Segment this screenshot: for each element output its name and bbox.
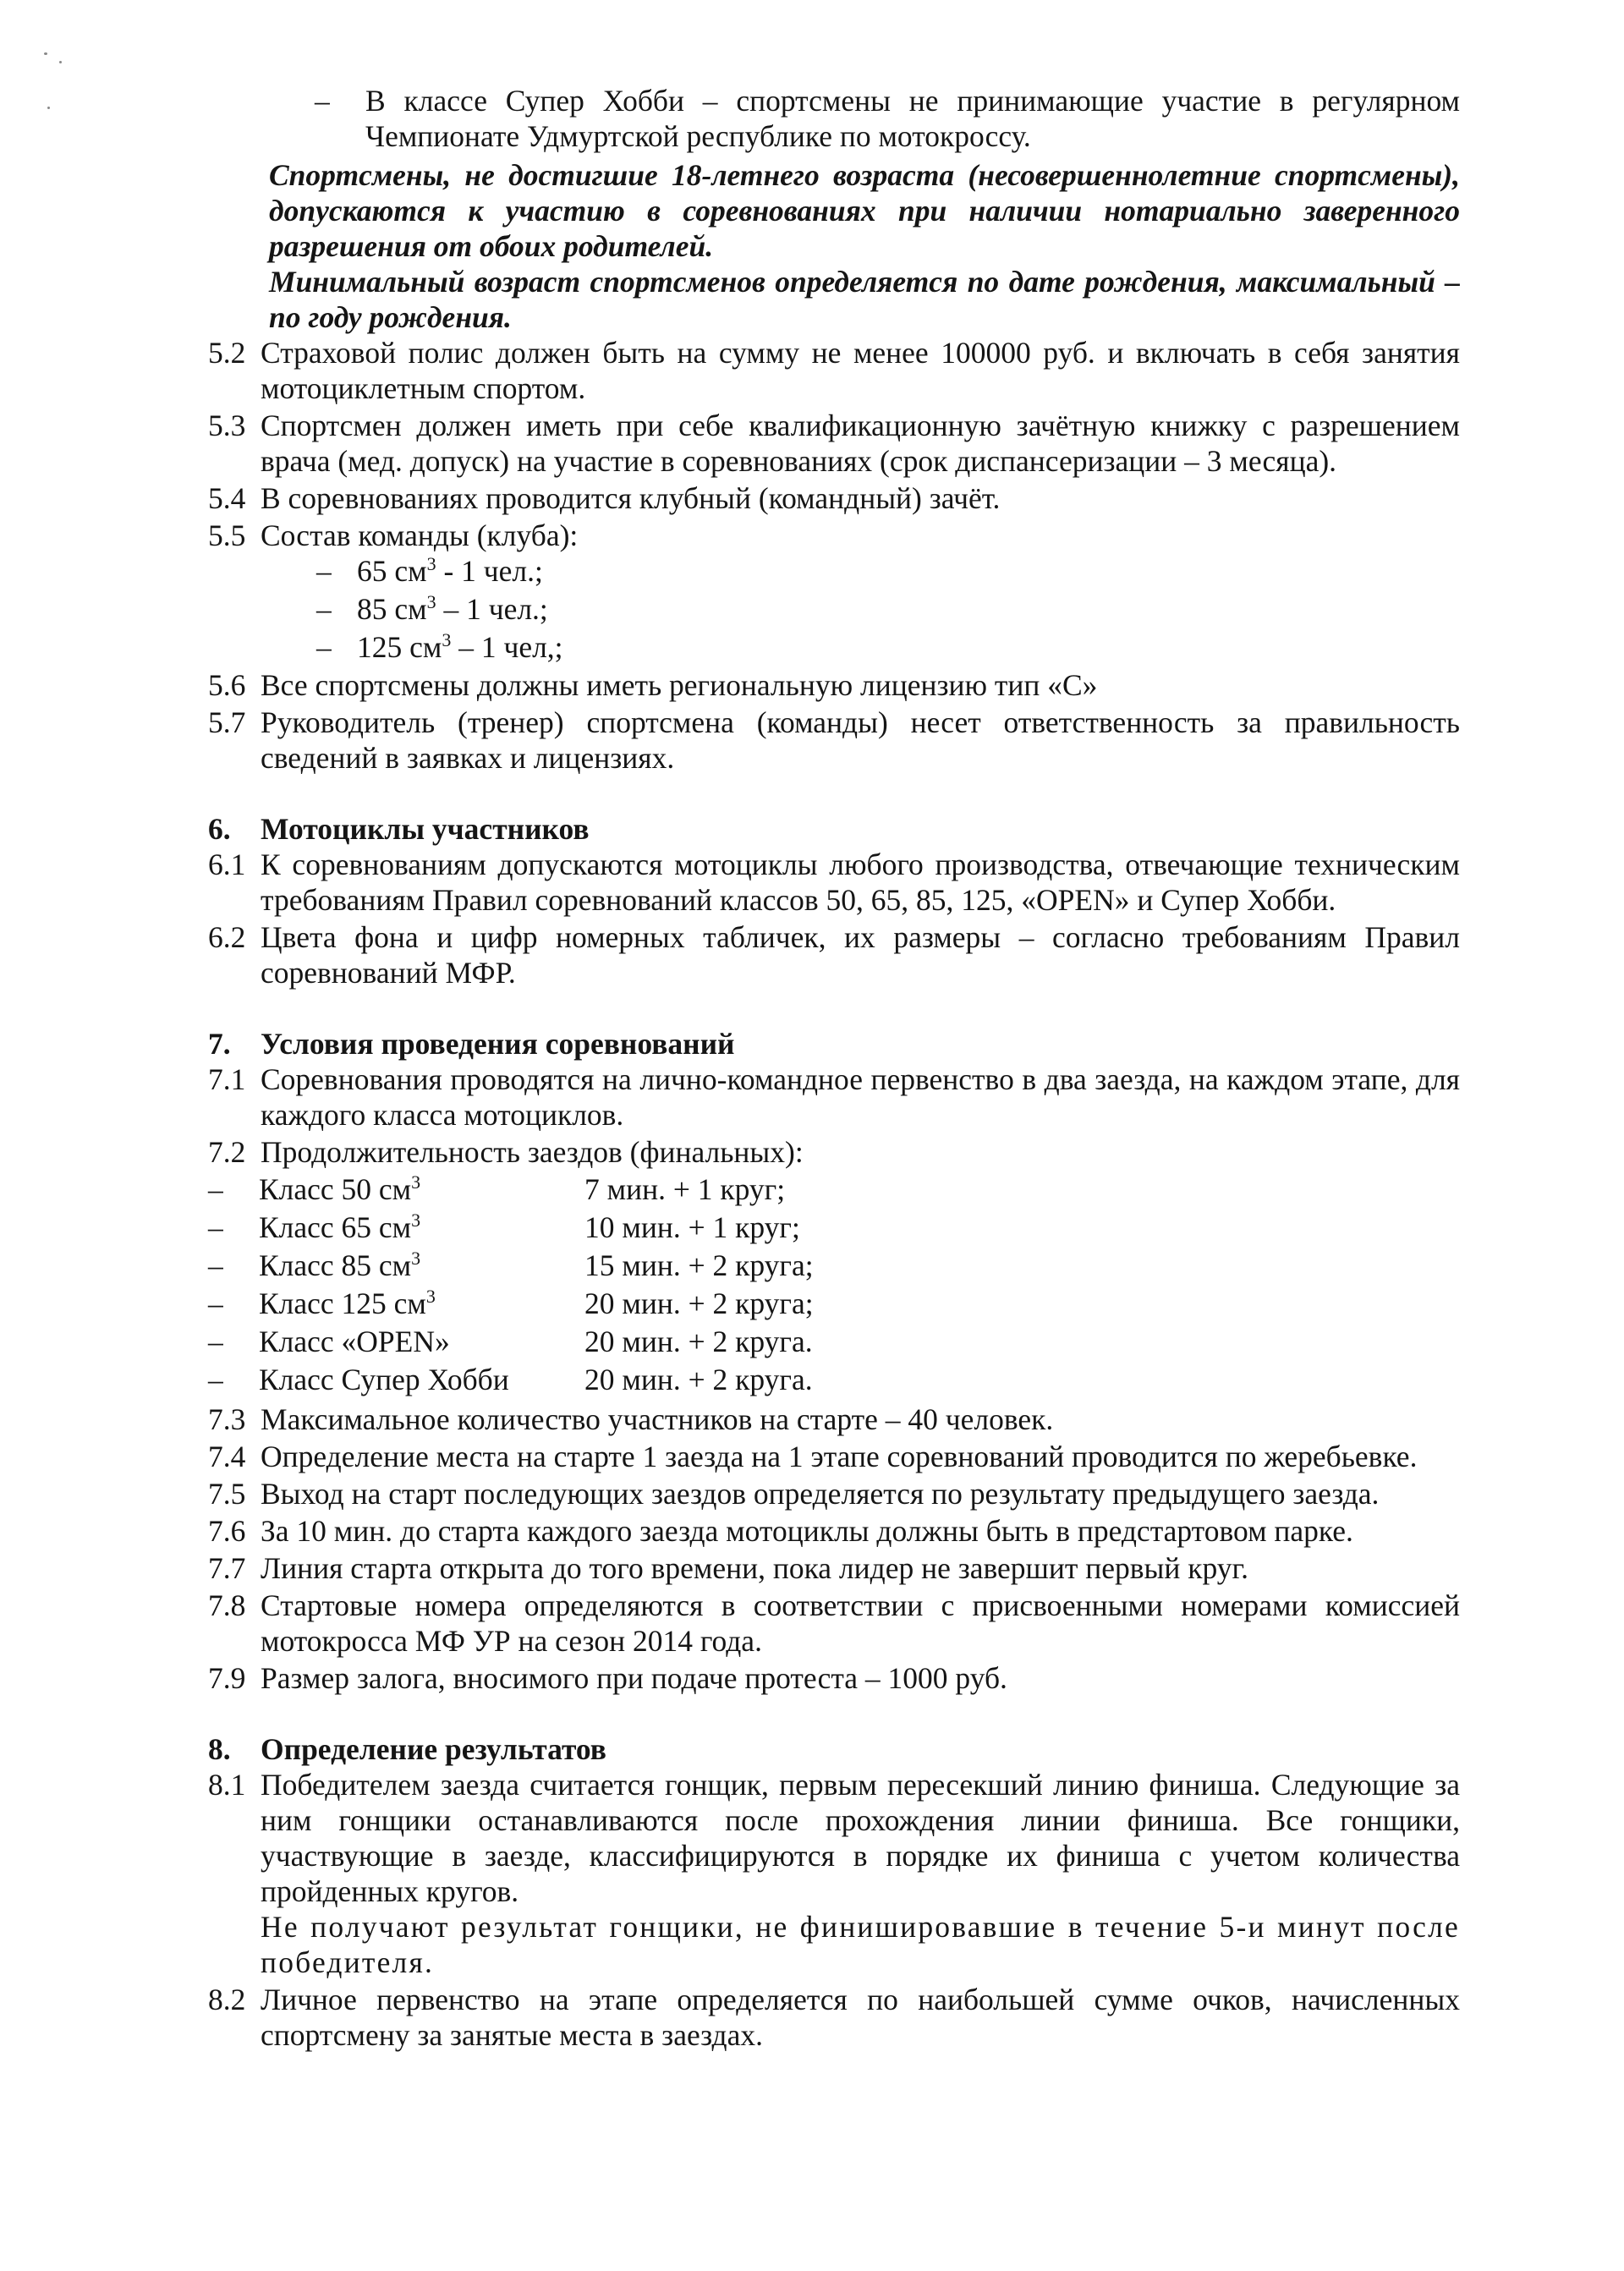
class-name bbox=[259, 1324, 450, 1359]
clause-number: 8.2 bbox=[208, 1983, 246, 2016]
clause-text: Личное первенство на этапе определяется по наибольшей сумме очков, начисленных спортсмену за занятые места в заездах. bbox=[261, 1983, 1460, 2052]
duration-row bbox=[208, 1248, 1460, 1286]
heat-duration-list bbox=[208, 1171, 1460, 1400]
clause-number: 7.8 bbox=[208, 1588, 246, 1622]
clause-5-5 bbox=[208, 518, 1460, 553]
clause-text: Все спортсмены должны иметь региональную лицензию тип «С» bbox=[261, 668, 1098, 702]
clause-number: 7.1 bbox=[208, 1062, 246, 1096]
clause-text: Определение места на старте 1 заезда на 1 этапе соревнований проводится по жеребьевке. bbox=[261, 1440, 1418, 1473]
clause-number: 7.7 bbox=[208, 1551, 246, 1585]
clause-6-1 bbox=[208, 847, 1460, 918]
class-label: Класс 85 см bbox=[259, 1248, 412, 1282]
clause-text: Максимальное количество участников на старте – 40 человек. bbox=[261, 1402, 1054, 1436]
class-label: Класс 65 см bbox=[259, 1210, 412, 1244]
clause-number: 7.4 bbox=[208, 1440, 246, 1473]
duration-value: 15 мин. + 2 круга; bbox=[584, 1248, 814, 1282]
clause-number: 7.6 bbox=[208, 1514, 246, 1548]
duration-row bbox=[208, 1210, 1460, 1248]
clause-8-1 bbox=[208, 1767, 1460, 1980]
clause-5-7 bbox=[208, 705, 1460, 776]
class-name bbox=[259, 1171, 420, 1207]
minors-note: Спортсмены, не достигшие 18-летнего возраста (несовершеннолетние спортсмены), допускаются к участию в соревнованиях при наличии нотариально заверенного разрешения от обоих родителей. bbox=[269, 158, 1460, 263]
class-sup: 3 bbox=[425, 1286, 436, 1307]
clause-7-4 bbox=[208, 1439, 1460, 1474]
class-name bbox=[259, 1286, 436, 1321]
duration-value: 20 мин. + 2 круга. bbox=[584, 1363, 813, 1396]
clause-number: 6.1 bbox=[208, 848, 246, 881]
team-item bbox=[316, 591, 1460, 629]
team-composition-list bbox=[316, 553, 1460, 667]
team-count: – 1 чел,; bbox=[451, 630, 563, 664]
clause-5-6 bbox=[208, 667, 1460, 703]
dash-marker: – bbox=[208, 1286, 223, 1320]
clause-7-2 bbox=[208, 1134, 1460, 1170]
scan-speck bbox=[47, 107, 50, 109]
clause-text: Страховой полис должен быть на сумму не менее 100000 руб. и включать в себя занятия мотоциклетным спортом. bbox=[261, 336, 1460, 405]
clause-text: Выход на старт последующих заездов определяется по результату предыдущего заезда. bbox=[261, 1477, 1380, 1511]
clause-text: Соревнования проводятся на лично-командное первенство в два заезда, на каждом этапе, для каждого класса мотоциклов. bbox=[261, 1062, 1460, 1132]
duration-row bbox=[208, 1324, 1460, 1362]
clause-5-3 bbox=[208, 408, 1460, 479]
dash-marker: – bbox=[208, 1210, 223, 1244]
clause-8-1-extra: Не получают результат гонщики, не финишировавшие в течение 5-и минут после победителя. bbox=[261, 1910, 1460, 1979]
team-count: – 1 чел.; bbox=[436, 592, 548, 626]
clause-text: Размер залога, вносимого при подаче протеста – 1000 руб. bbox=[261, 1661, 1007, 1695]
class-sup: 3 bbox=[411, 1210, 421, 1231]
duration-value: 20 мин. + 2 круга; bbox=[584, 1286, 814, 1320]
clause-7-1 bbox=[208, 1061, 1460, 1133]
duration-value: 7 мин. + 1 круг; bbox=[584, 1172, 786, 1206]
section-6-heading bbox=[208, 811, 1460, 847]
clause-number: 8.1 bbox=[208, 1768, 246, 1802]
clause-5-2 bbox=[208, 335, 1460, 406]
super-hobby-item bbox=[315, 83, 1460, 154]
clause-number: 6.2 bbox=[208, 920, 246, 954]
scan-speck bbox=[59, 61, 62, 63]
dash-marker: – bbox=[208, 1325, 223, 1358]
clause-number: 5.3 bbox=[208, 409, 246, 442]
team-cc: 85 см bbox=[357, 592, 427, 626]
clause-text: Руководитель (тренер) спортсмена (команды) несет ответственность за правильность сведений в заявках и лицензиях. bbox=[261, 705, 1460, 775]
duration-row bbox=[208, 1362, 1460, 1400]
clause-text: Состав команды (клуба): bbox=[261, 518, 579, 552]
clause-8-2 bbox=[208, 1982, 1460, 2053]
dash-marker: – bbox=[208, 1248, 223, 1282]
duration-row bbox=[208, 1286, 1460, 1324]
clause-number: 7.5 bbox=[208, 1477, 246, 1511]
dash-marker: – bbox=[315, 84, 330, 118]
team-cc-sup: 3 bbox=[426, 591, 436, 612]
clause-number: 7.2 bbox=[208, 1135, 246, 1169]
clause-number: 7.9 bbox=[208, 1661, 246, 1695]
clause-text: Победителем заезда считается гонщик, первым пересекший линию финиша. Следующие за ним гонщики останавливаются после прохождения линии финиша. Все гонщики, участвующие в заезде, классифицируются в порядке их финиша с учетом количества пройденных кругов. bbox=[261, 1768, 1460, 1908]
dash-marker: – bbox=[316, 630, 332, 664]
team-count: - 1 чел.; bbox=[436, 554, 543, 588]
team-cc-sup: 3 bbox=[442, 629, 452, 650]
class-name bbox=[259, 1248, 420, 1283]
class-label: Класс Супер Хобби bbox=[259, 1363, 509, 1396]
clause-text: За 10 мин. до старта каждого заезда мотоциклы должны быть в предстартовом парке. bbox=[261, 1514, 1353, 1548]
class-name bbox=[259, 1210, 420, 1245]
clause-number: 5.6 bbox=[208, 668, 246, 702]
section-number: 7. bbox=[208, 1027, 231, 1061]
duration-value: 20 мин. + 2 круга. bbox=[584, 1325, 813, 1358]
clause-number: 7.3 bbox=[208, 1402, 246, 1436]
team-cc-sup: 3 bbox=[426, 553, 436, 574]
clause-number: 5.2 bbox=[208, 336, 246, 370]
dash-marker: – bbox=[208, 1363, 223, 1396]
section-title: Определение результатов bbox=[261, 1732, 606, 1766]
team-item bbox=[316, 553, 1460, 591]
clause-6-2 bbox=[208, 919, 1460, 990]
clause-5-4 bbox=[208, 480, 1460, 516]
duration-value: 10 мин. + 1 круг; bbox=[584, 1210, 800, 1244]
team-cc: 125 см bbox=[357, 630, 442, 664]
section-number: 6. bbox=[208, 812, 231, 846]
clause-number: 5.4 bbox=[208, 481, 246, 515]
dash-marker: – bbox=[316, 592, 332, 626]
clause-text: В соревнованиях проводится клубный (командный) зачёт. bbox=[261, 481, 1001, 515]
section-7-heading bbox=[208, 1026, 1460, 1061]
section-number: 8. bbox=[208, 1732, 231, 1766]
clause-7-7 bbox=[208, 1550, 1460, 1586]
document-body bbox=[208, 83, 1460, 2053]
class-sup: 3 bbox=[411, 1248, 421, 1269]
clause-text: Спортсмен должен иметь при себе квалификационную зачётную книжку с разрешением врача (мед. допуск) на участие в соревнованиях (срок диспансеризации – 3 месяца). bbox=[261, 409, 1460, 478]
team-item bbox=[316, 629, 1460, 667]
super-hobby-text: В классе Супер Хобби – спортсмены не принимающие участие в регулярном Чемпионате Удмуртской республике по мотокроссу. bbox=[365, 84, 1460, 153]
class-label: Класс «OPEN» bbox=[259, 1325, 450, 1358]
section-title: Условия проведения соревнований bbox=[261, 1027, 735, 1061]
clause-text: Стартовые номера определяются в соответствии с присвоенными номерами комиссией мотокросса МФ УР на сезон 2014 года. bbox=[261, 1588, 1460, 1658]
team-cc: 65 см bbox=[357, 554, 427, 588]
clause-text: Линия старта открыта до того времени, пока лидер не завершит первый круг. bbox=[261, 1551, 1248, 1585]
dash-marker: – bbox=[208, 1172, 223, 1206]
clause-7-6 bbox=[208, 1513, 1460, 1549]
clause-text: Цвета фона и цифр номерных табличек, их размеры – согласно требованиям Правил соревнований МФР. bbox=[261, 920, 1460, 990]
dash-marker: – bbox=[316, 554, 332, 588]
age-note: Минимальный возраст спортсменов определяется по дате рождения, максимальный – по году рождения. bbox=[269, 265, 1460, 334]
clause-7-9 bbox=[208, 1660, 1460, 1696]
section-title: Мотоциклы участников bbox=[261, 812, 590, 846]
clause-7-3 bbox=[208, 1402, 1460, 1437]
clause-number: 5.7 bbox=[208, 705, 246, 739]
clause-number: 5.5 bbox=[208, 518, 246, 552]
class-sup: 3 bbox=[411, 1171, 421, 1193]
scan-speck bbox=[44, 52, 47, 55]
clause-text: К соревнованиям допускаются мотоциклы любого производства, отвечающие техническим требованиям Правил соревнований классов 50, 65, 85, 125, «OPEN» и Супер Хобби. bbox=[261, 848, 1460, 917]
clause-7-5 bbox=[208, 1476, 1460, 1511]
clause-7-8 bbox=[208, 1588, 1460, 1659]
class-name bbox=[259, 1362, 509, 1397]
duration-row bbox=[208, 1171, 1460, 1210]
class-label: Класс 50 см bbox=[259, 1172, 412, 1206]
clause-text: Продолжительность заездов (финальных): bbox=[261, 1135, 804, 1169]
class-label: Класс 125 см bbox=[259, 1286, 426, 1320]
section-8-heading bbox=[208, 1731, 1460, 1767]
